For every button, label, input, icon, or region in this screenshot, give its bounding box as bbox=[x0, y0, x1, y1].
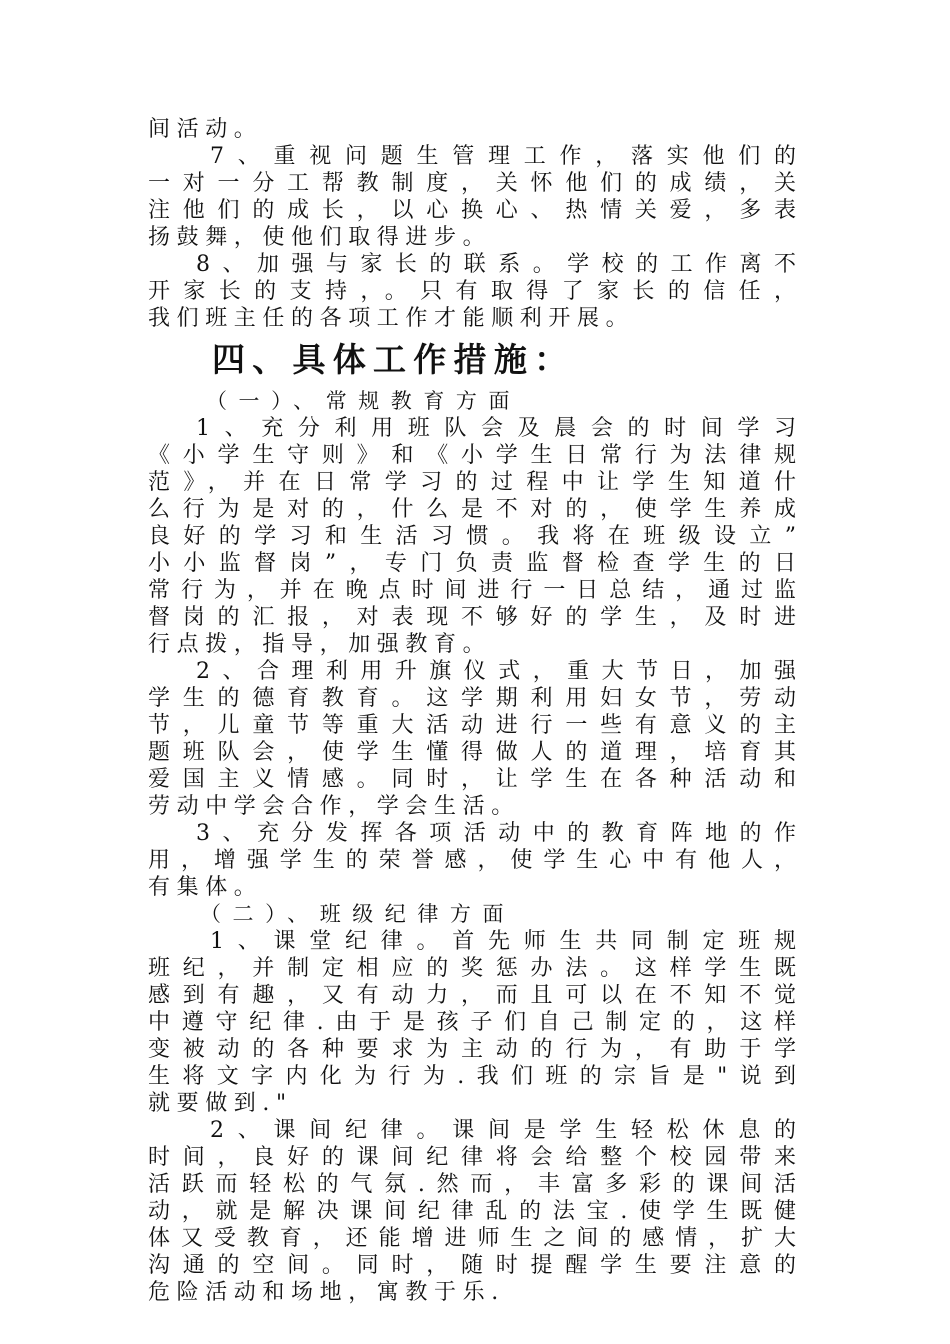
text-line: 范》，并在日常学习的过程中让学生知道什 bbox=[148, 470, 796, 495]
section-heading: 四、具体工作措施： bbox=[212, 340, 575, 379]
text-line: 题班队会，使学生懂得做人的道理，培育其 bbox=[148, 740, 796, 765]
text-line: 7、重视问题生管理工作，落实他们的 bbox=[210, 144, 796, 169]
text-line: 1、充分利用班队会及晨会的时间学习 bbox=[196, 416, 796, 441]
text-line: 沟通的空间。同时，随时提醒学生要注意的 bbox=[148, 1253, 796, 1278]
text-line: 8、加强与家长的联系。学校的工作离不 bbox=[196, 252, 796, 277]
subsection-heading: （二）、班级纪律方面 bbox=[200, 902, 515, 926]
text-line: 1、课堂纪律。首先师生共同制定班规 bbox=[210, 929, 796, 954]
text-line: 节，儿童节等重大活动进行一些有意义的主 bbox=[148, 713, 796, 738]
text-line: 学生的德育教育。这学期利用妇女节，劳动 bbox=[148, 686, 796, 711]
text-line: 么行为是对的，什么是不对的，使学生养成 bbox=[148, 497, 796, 522]
text-line: 有集体。 bbox=[148, 875, 263, 900]
text-line: 一对一分工帮教制度，关怀他们的成绩，关 bbox=[148, 171, 796, 196]
text-line: 间活动。 bbox=[148, 117, 263, 142]
document-page bbox=[148, 116, 796, 1306]
text-line: 开家长的支持，。只有取得了家长的信任， bbox=[148, 279, 796, 304]
text-line: 体又受教育，还能增进师生之间的感情，扩大 bbox=[148, 1226, 796, 1251]
text-line: 中遵守纪律.由于是孩子们自己制定的，这样 bbox=[148, 1010, 796, 1035]
text-line: 良好的学习和生活习惯。我将在班级设立” bbox=[148, 524, 796, 549]
text-line: 班纪，并制定相应的奖惩办法。这样学生既 bbox=[148, 956, 796, 981]
text-line: 活跃而轻松的气氛.然而，丰富多彩的课间活 bbox=[148, 1172, 796, 1197]
text-line: 感到有趣，又有动力，而且可以在不知不觉 bbox=[148, 983, 796, 1008]
text-line: 小小监督岗”，专门负责监督检查学生的日 bbox=[148, 551, 796, 576]
text-line: 生将文字内化为行为.我们班的宗旨是"说到 bbox=[148, 1064, 796, 1089]
text-line: 2、合理利用升旗仪式，重大节日，加强 bbox=[196, 659, 796, 684]
text-line: 变被动的各种要求为主动的行为，有助于学 bbox=[148, 1037, 796, 1062]
text-line: 用，增强学生的荣誉感，使学生心中有他人， bbox=[148, 848, 796, 873]
text-line: 3、充分发挥各项活动中的教育阵地的作 bbox=[196, 821, 796, 846]
text-line: 督岗的汇报，对表现不够好的学生，及时进 bbox=[148, 605, 796, 630]
text-line: 危险活动和场地，寓教于乐. bbox=[148, 1280, 505, 1305]
text-line: 《小学生守则》和《小学生日常行为法律规 bbox=[148, 443, 796, 468]
subsection-heading: （一）、常规教育方面 bbox=[206, 389, 521, 413]
text-line: 就要做到." bbox=[148, 1091, 293, 1116]
text-line: 我们班主任的各项工作才能顺利开展。 bbox=[148, 306, 635, 331]
text-line: 爱国主义情感。同时，让学生在各种活动和 bbox=[148, 767, 796, 792]
text-line: 2、课间纪律。课间是学生轻松休息的 bbox=[210, 1118, 796, 1143]
text-line: 行点拨，指导，加强教育。 bbox=[148, 632, 492, 657]
text-line: 时间，良好的课间纪律将会给整个校园带来 bbox=[148, 1145, 796, 1170]
text-line: 注他们的成长，以心换心、热情关爱，多表 bbox=[148, 198, 796, 223]
text-line: 扬鼓舞，使他们取得进步。 bbox=[148, 225, 492, 250]
text-line: 动，就是解决课间纪律乱的法宝.使学生既健 bbox=[148, 1199, 796, 1224]
text-line: 劳动中学会合作，学会生活。 bbox=[148, 794, 520, 819]
text-line: 常行为，并在晚点时间进行一日总结，通过监 bbox=[148, 578, 796, 603]
